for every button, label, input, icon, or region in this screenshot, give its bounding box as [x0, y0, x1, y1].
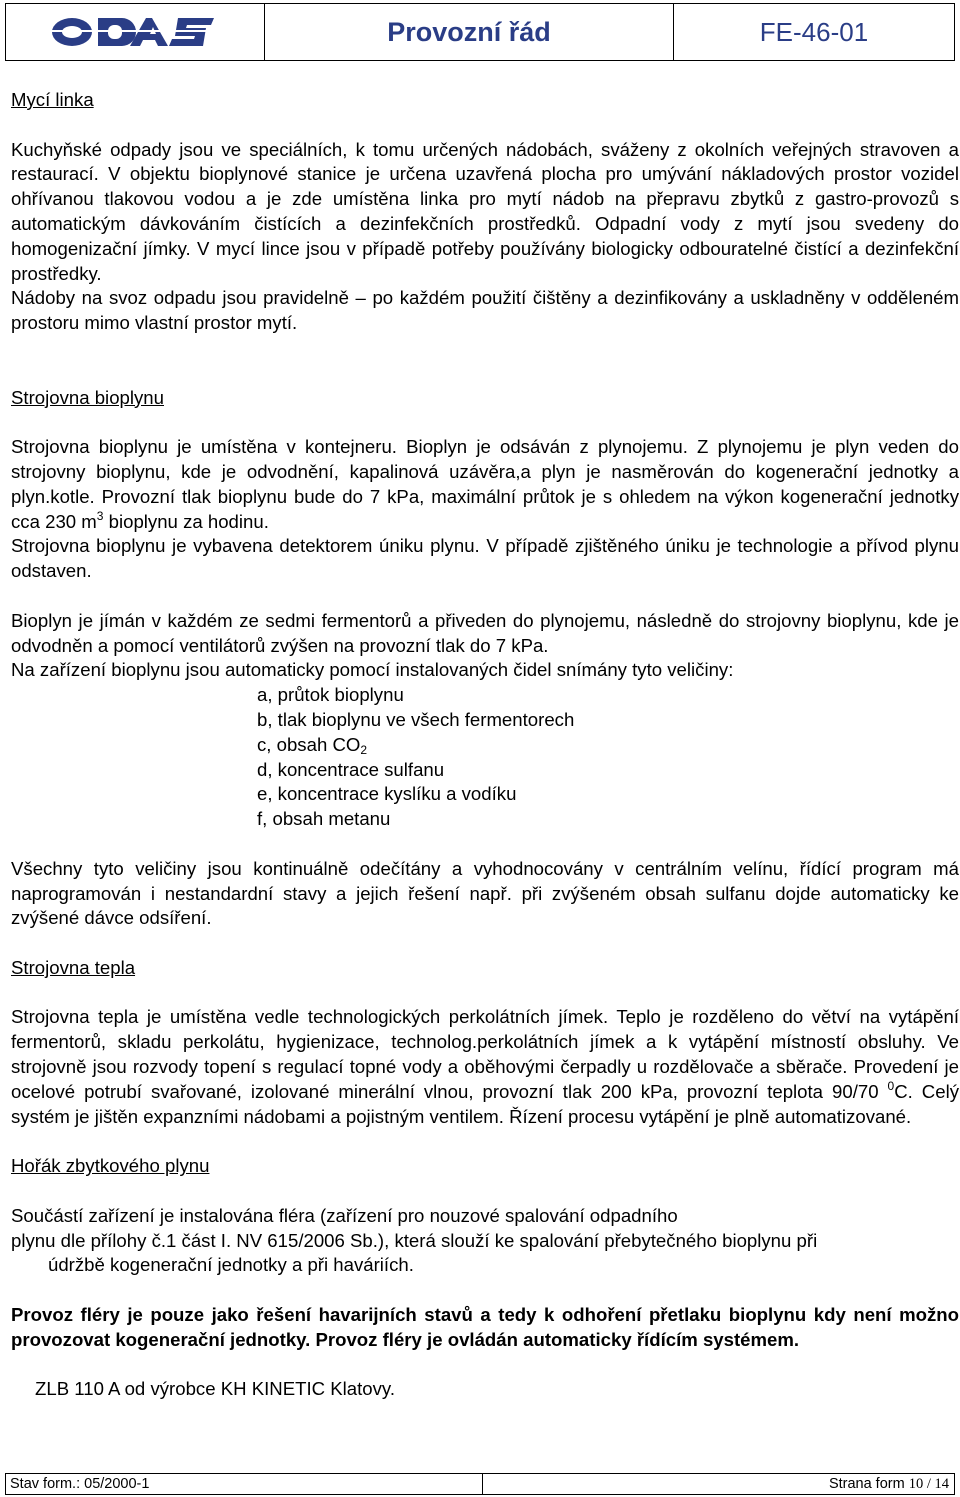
horak-paragraph-line-2: plynu dle přílohy č.1 část I. NV 615/2006 Sb.), která slouží ke spalování přebytečného bioplynu při	[11, 1229, 818, 1251]
list-item: e, koncentrace kyslíku a vodíku	[257, 783, 517, 805]
list-item: a, průtok bioplynu	[257, 684, 404, 706]
flare-model: ZLB 110 A od výrobce KH KINETIC Klatovy.	[35, 1378, 395, 1400]
strojovna-tepla-paragraph-1: Strojovna tepla je umístěna vedle technologických perkolátních jímek. Teplo je rozděleno do větví na vytápění fermentorů, skladu perkolátu, hygienizace, technolog.perkolátních jímek a k vytápění místností obsluhy. Ve strojovně jsou rozvody topení s regulací topné vody a oběhovými čerpadly u rozdělovače a sběrače. Provedení je ocelové potrubí svařované, izolované minerální vlnou, provozní tlak 200 kPa, provozní teplota 90/70 $^0$C. Celý systém je jištěn expanzními nádobami a pojistným ventilem. Řízení procesu vytápění je plně automatizované.	[11, 1006, 959, 1127]
horak-paragraph-line-1: Součástí zařízení je instalována fléra (zařízení pro nouzové spalování odpadního	[11, 1204, 678, 1226]
horak-paragraph-line-3: údržbě kogenerační jednotky a při haváriích.	[48, 1254, 414, 1276]
document-code: FE-46-01	[759, 16, 869, 47]
list-item: d, koncentrace sulfanu	[257, 758, 445, 780]
form-state: Stav form.: 05/2000-1	[6, 1474, 483, 1494]
page-footer	[5, 1473, 955, 1495]
odas-logo	[50, 14, 220, 50]
myci-linka-paragraph-1: Kuchyňské odpady jsou ve speciálních, k tomu určených nádobách, sváženy z okolních veřejných stravoven a restaurací. V objektu bioplynové stanice je určena uzavřená plocha pro umývání nákladových prostor vozidel ohřívanou tlakovou vodou a je zde umístěna linka pro mytí nádob na přepravu zbytků z gastro-provozů s automatickým dávkováním čistících a dezinfekčních prostředků. Odpadní vody z mytí jsou svedeny do homogenizační jímky. V mycí lince jsou v případě potřeby používány biologicky odbouratelné čistící a dezinfekční prostředky.	[11, 138, 959, 284]
list-item: c, obsah $CO_2$	[257, 733, 368, 757]
strojovna-bioplynu-paragraph-4: Na zařízení bioplynu jsou automaticky pomocí instalovaných čidel snímány tyto veličiny:	[11, 659, 734, 681]
heading-horak: Hořák zbytkového plynu	[11, 1155, 210, 1177]
page-number: Strana form 10 / 14	[828, 1476, 949, 1492]
document-title: Provozní řád	[265, 4, 674, 60]
myci-linka-paragraph-2: Nádoby na svoz odpadu jsou pravidelně – po každém použití čištěny a dezinfikovány a uskladněny v odděleném prostoru mimo vlastní prostor mytí.	[11, 287, 959, 334]
strojovna-bioplynu-paragraph-1: Strojovna bioplynu je umístěna v kontejneru. Bioplyn je odsáván z plynojemu. Z plynojemu je plyn veden do strojovny bioplynu, kde je odvodnění, kapalinová uzávěra,a plyn je nasměrován do kogenerační jednotky a plyn.kotle. Provozní tlak bioplynu bude do 7 kPa, maximální průtok je s ohledem na výkon kogenerační jednotky cca 230 $m^3$ bioplynu za hodinu.	[11, 436, 959, 532]
document-body	[11, 88, 959, 1402]
heading-myci-linka: Mycí linka	[11, 89, 94, 110]
strojovna-bioplynu-paragraph-2: Strojovna bioplynu je vybavena detektorem úniku plynu. V případě zjištěného úniku je technologie a přívod plynu odstaven.	[11, 535, 959, 582]
strojovna-bioplynu-paragraph-5: Všechny tyto veličiny jsou kontinuálně odečítány a vyhodnocovány v centrálním velínu, řídící program má naprogramován i nestandardní stavy a jejich řešení např. při zvýšeném obsah sulfanu dojde automaticky ke zvýšené dávce odsíření.	[11, 857, 959, 929]
strojovna-bioplynu-paragraph-3: Bioplyn je jímán v každém ze sedmi fermentorů a přiveden do plynojemu, následně do strojovny bioplynu, kde je odvodněn a pomocí ventilátorů zvýšen na provozní tlak do 7 kPa.	[11, 609, 959, 656]
list-item: f, obsah metanu	[257, 808, 391, 830]
heading-strojovna-tepla: Strojovna tepla	[11, 956, 136, 978]
heading-strojovna-bioplynu: Strojovna bioplynu	[11, 386, 164, 408]
sensor-list	[11, 683, 959, 832]
horak-bold-paragraph: Provoz fléry je pouze jako řešení havarijních stavů a tedy k odhoření přetlaku bioplynu kdy není možno provozovat kogenerační jednotky. Provoz fléry je ovládán automaticky řídícím systémem.	[11, 1304, 959, 1350]
list-item: b, tlak bioplynu ve všech fermentorech	[257, 708, 575, 730]
page-header	[5, 3, 955, 61]
logo-cell	[6, 4, 265, 60]
